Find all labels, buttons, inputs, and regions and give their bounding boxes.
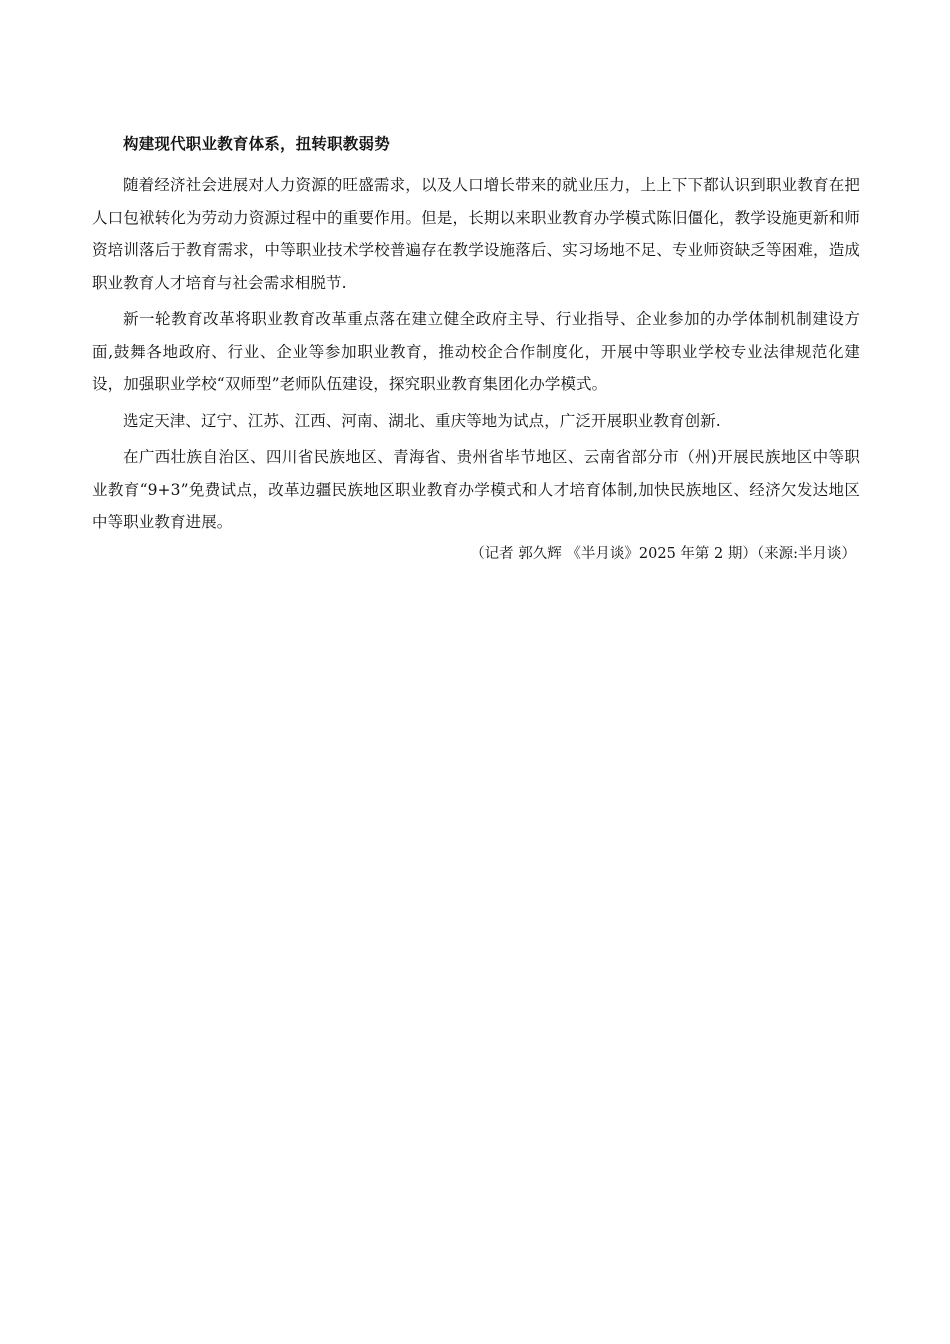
- article-paragraph: 新一轮教育改革将职业教育改革重点落在建立健全政府主导、行业指导、企业参加的办学体制机制建设方面,鼓舞各地政府、行业、企业等参加职业教育，推动校企合作制度化，开展中等职业学校专业法律规范化建设，加强职业学校“双师型”老师队伍建设，探究职业教育集团化办学模式。: [92, 310, 860, 393]
- article-paragraph: 选定天津、辽宁、江苏、江西、河南、湖北、重庆等地为试点，广泛开展职业教育创新.: [123, 411, 721, 430]
- article-paragraph: 随着经济社会进展对人力资源的旺盛需求，以及人口增长带来的就业压力，上上下下都认识到职业教育在把人口包袱转化为劳动力资源过程中的重要作用。但是，长期以来职业教育办学模式陈旧僵化，教学设施更新和师资培训落后于教育需求，中等职业技术学校普遍存在教学设施落后、实习场地不足、专业师资缺乏等困难，造成职业教育人才培育与社会需求相脱节.: [92, 176, 860, 292]
- article-heading: 构建现代职业教育体系，扭转职教弱势: [123, 134, 390, 153]
- article-paragraph: 在广西壮族自治区、四川省民族地区、青海省、贵州省毕节地区、云南省部分市（州)开展民族地区中等职业教育“9+3”免费试点，改革边疆民族地区职业教育办学模式和人才培育体制,加快民族地区、经济欠发达地区中等职业教育进展。: [92, 448, 860, 531]
- document-page: [92, 133, 860, 565]
- article-source: （记者 郭久辉 《半月谈》2025 年第 2 期）（来源:半月谈）: [470, 545, 856, 562]
